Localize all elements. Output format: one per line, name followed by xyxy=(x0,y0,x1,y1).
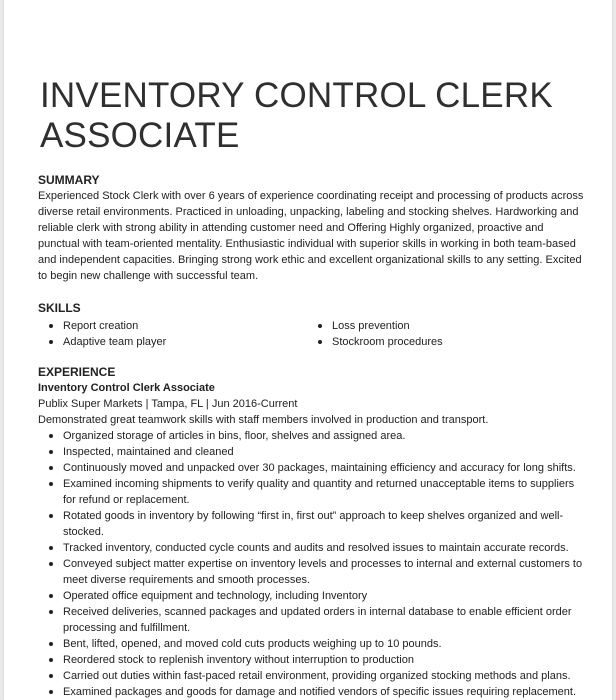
experience-bullet: Tracked inventory, conducted cycle counts and audits and resolved issues to maintain accurate records. xyxy=(38,540,586,556)
name-line-2: ASSOCIATE xyxy=(40,116,240,155)
skill-item: Report creation xyxy=(38,318,307,334)
company-line: Publix Super Markets | Tampa, FL | Jun 2016-Current xyxy=(38,398,298,410)
experience-bullet: Rotated goods in inventory by following “first in, first out” approach to keep shelves organized and well-stocked. xyxy=(38,508,586,540)
experience-bullets xyxy=(38,428,586,700)
skills-heading: SKILLS xyxy=(38,301,81,315)
experience-section xyxy=(38,364,586,700)
job-intro: Demonstrated great teamwork skills with staff members involved in production and transport. xyxy=(38,414,489,426)
summary-section xyxy=(38,172,586,284)
experience-bullet: Organized storage of articles in bins, floor, shelves and assigned area. xyxy=(38,428,586,444)
experience-bullet: Inspected, maintained and cleaned xyxy=(38,444,586,460)
experience-bullet: Conveyed subject matter expertise on inventory levels and processes to internal and external customers to meet diverse requirements and smooth processes. xyxy=(38,556,586,588)
skill-item: Adaptive team player xyxy=(38,334,307,350)
experience-bullet: Bent, lifted, opened, and moved cold cuts products weighing up to 10 pounds. xyxy=(38,636,586,652)
experience-bullet: Reordered stock to replenish inventory without interruption to production xyxy=(38,652,586,668)
candidate-name xyxy=(40,76,553,156)
resume-page xyxy=(4,0,612,700)
job-title: Inventory Control Clerk Associate xyxy=(38,382,215,394)
skills-list xyxy=(38,318,586,350)
experience-heading: EXPERIENCE xyxy=(38,365,116,379)
skills-section xyxy=(38,300,586,350)
summary-heading: SUMMARY xyxy=(38,173,100,187)
skill-item: Loss prevention xyxy=(307,318,576,334)
summary-text: Experienced Stock Clerk with over 6 years of experience coordinating receipt and processing of products across diverse retail environments. Practiced in unloading, unpacking, labeling and stocking shelves. Hardworking and reliable clerk with strong ability in attending customer need and Offering Highly organized, proactive and punctual with team-oriented mentality. Enthusiastic individual with superior skills in working in both team-based and independent capacities. Bringing strong work ethic and excellent organizational skills to any setting. Excited to begin new challenge with successful team. xyxy=(38,190,584,282)
skill-item: Stockroom procedures xyxy=(307,334,576,350)
experience-bullet: Operated office equipment and technology, including Inventory xyxy=(38,588,586,604)
experience-bullet: Continuously moved and unpacked over 30 packages, maintaining efficiency and accuracy for long shifts. xyxy=(38,460,586,476)
name-line-1: INVENTORY CONTROL CLERK xyxy=(40,76,553,115)
experience-bullet: Examined packages and goods for damage and notified vendors of specific issues requiring replacement. xyxy=(38,684,586,700)
experience-bullet: Examined incoming shipments to verify quality and quantity and returned unacceptable items to suppliers for refund or replacement. xyxy=(38,476,586,508)
experience-bullet: Received deliveries, scanned packages and updated orders in internal database to enable efficient order processing and fulfillment. xyxy=(38,604,586,636)
experience-bullet: Carried out duties within fast-paced retail environment, providing organized stocking methods and plans. xyxy=(38,668,586,684)
